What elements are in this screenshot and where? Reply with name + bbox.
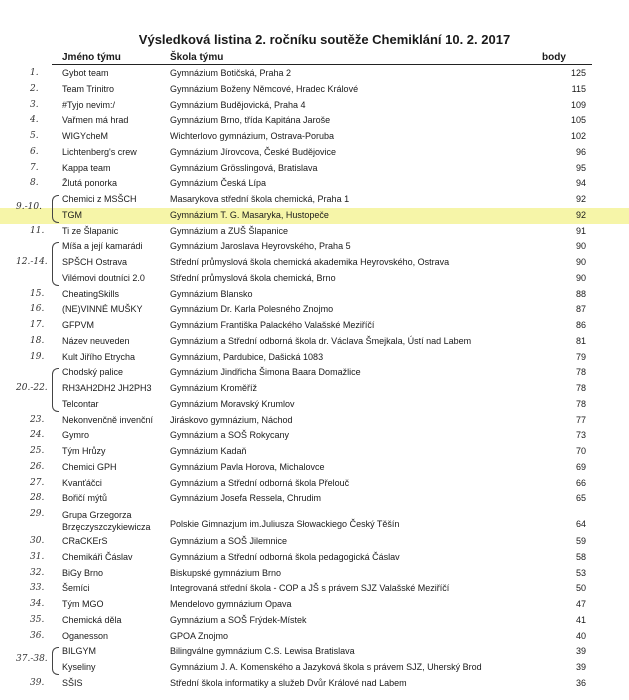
team-name: CheatingSkills	[62, 288, 120, 299]
rank-handwritten: 32.	[30, 567, 45, 578]
school-name: Gymnázium a Střední odborná škola Přelouč	[170, 477, 350, 488]
school-name: Gymnázium Františka Palackého Valašské Meziříčí	[170, 320, 375, 330]
points-value: 90	[575, 257, 586, 267]
team-name: Chodský palice	[62, 367, 124, 378]
header-school: Škola týmu	[170, 52, 224, 63]
school-name: Mendelovo gymnázium Opava	[170, 599, 292, 609]
table-row	[0, 334, 629, 350]
table-row	[0, 350, 629, 366]
team-name: Telcontar	[62, 398, 99, 409]
header-points: body	[542, 52, 566, 63]
team-name: Vařmen má hrad	[62, 115, 129, 126]
points-value: 105	[570, 115, 586, 126]
school-name: Jiráskovo gymnázium, Náchod	[170, 414, 293, 425]
rank-handwritten: 25.	[30, 446, 45, 456]
table-row	[0, 660, 629, 676]
school-name: Gymnázium T. G. Masaryka, Hustopeče	[170, 209, 329, 220]
points-value: 79	[575, 351, 586, 362]
team-name: TGM	[62, 209, 82, 220]
tie-bracket	[52, 195, 59, 223]
points-value: 90	[575, 272, 586, 283]
points-value: 90	[575, 241, 586, 252]
team-name: SPŠCH Ostrava	[62, 257, 128, 267]
table-row	[0, 161, 629, 177]
points-value: 92	[575, 209, 586, 220]
table-row	[0, 676, 629, 692]
team-name: Název neuveden	[62, 335, 130, 346]
tie-rank-label: 12.-14.	[16, 257, 48, 267]
school-name: Gymnázium Botičská, Praha 2	[170, 68, 292, 78]
points-value: 53	[575, 567, 586, 578]
rank-handwritten: 15.	[30, 288, 45, 299]
team-name: Tým Hrůzy	[62, 446, 106, 456]
rank-handwritten: 36.	[30, 630, 45, 641]
points-value: 39	[575, 646, 586, 657]
rank-handwritten: 30.	[30, 536, 45, 546]
team-name: Kyseliny	[62, 662, 96, 672]
rank-handwritten: 5.	[30, 131, 39, 141]
rank-handwritten: 24.	[30, 430, 45, 441]
school-name: Gymnázium Pavla Horova, Michalovce	[170, 461, 325, 472]
team-name: Ti ze Šlapanic	[62, 225, 119, 236]
rank-handwritten: 26.	[30, 461, 45, 472]
team-name: BILGYM	[62, 646, 97, 657]
team-name: #Tyjo nevim:/	[62, 99, 116, 110]
points-value: 94	[575, 178, 586, 189]
table-row	[0, 66, 629, 82]
table-row	[0, 491, 629, 507]
rank-handwritten: 28.	[30, 493, 45, 504]
team-name: Kappa team	[62, 162, 111, 173]
points-value: 81	[575, 335, 586, 346]
points-value: 73	[575, 430, 586, 441]
points-value: 50	[575, 583, 586, 594]
school-name: Gymnázium Dr. Karla Polesného Znojmo	[170, 304, 334, 315]
school-name: Gymnázium a SOŠ Jilemnice	[170, 536, 288, 546]
points-value: 40	[575, 630, 586, 641]
header-divider	[52, 64, 592, 65]
team-name: Šemíci	[62, 583, 90, 594]
school-name: Biskupské gymnázium Brno	[170, 567, 282, 578]
team-name: BiGy Brno	[62, 567, 104, 578]
table-row	[0, 129, 629, 145]
table-row	[0, 271, 629, 287]
points-value: 69	[575, 461, 586, 472]
rank-handwritten: 2.	[30, 83, 39, 94]
school-name: Střední průmyslová škola chemická, Brno	[170, 272, 336, 283]
team-name: RH3AH2DH2 JH2PH3	[62, 383, 152, 393]
points-value: 86	[575, 320, 586, 330]
table-row	[0, 287, 629, 303]
table-row	[0, 534, 629, 550]
table-row	[0, 113, 629, 129]
tie-rank-label: 20.-22.	[16, 383, 48, 393]
team-name: Žlutá ponorka	[62, 178, 118, 189]
table-row	[0, 224, 629, 240]
table-row	[0, 476, 629, 492]
points-value: 96	[575, 146, 586, 157]
team-name: CRaCKErS	[62, 536, 108, 546]
school-name: Gymnázium a SOŠ Rokycany	[170, 430, 290, 441]
school-name: Gymnázium J. A. Komenského a Jazyková škola s právem SJZ, Uherský Brod	[170, 662, 482, 672]
school-name: Integrovaná střední škola - COP a JŠ s právem SJZ Valašské Meziříčí	[170, 583, 450, 594]
team-name: Chemici z MSŠCH	[62, 194, 137, 204]
rank-handwritten: 27.	[30, 477, 45, 488]
page-title: Výsledková listina 2. ročníku soutěže Chemiklání 10. 2. 2017	[138, 32, 511, 47]
team-name: Gymro	[62, 430, 89, 441]
school-name: Gymnázium a SOŠ Frýdek-Místek	[170, 614, 307, 625]
school-name: Gymnázium Blansko	[170, 288, 253, 299]
school-name: Gymnázium Moravský Krumlov	[170, 398, 295, 409]
points-value: 78	[575, 383, 586, 393]
rank-handwritten: 31.	[30, 551, 45, 562]
points-value: 115	[571, 83, 586, 94]
table-row	[0, 98, 629, 114]
team-name: GFPVM	[62, 320, 95, 330]
points-value: 102	[570, 131, 586, 141]
rank-handwritten: 16.	[30, 304, 45, 315]
rank-handwritten: 35.	[30, 614, 45, 625]
team-name: SŠIS	[62, 677, 83, 688]
team-name: Nekonvenčně invenční	[62, 414, 154, 425]
points-value: 70	[575, 446, 586, 456]
results-table	[0, 66, 629, 692]
team-name: Míša a její kamarádi	[62, 241, 143, 252]
rank-handwritten: 8.	[30, 178, 39, 189]
points-value: 95	[575, 162, 586, 173]
table-row	[0, 629, 629, 645]
rank-handwritten: 23.	[30, 414, 45, 425]
team-name: Kvanťáčci	[62, 477, 102, 488]
points-value: 58	[575, 551, 586, 562]
table-row	[0, 428, 629, 444]
points-value: 59	[575, 536, 586, 546]
rank-handwritten: 33.	[30, 583, 45, 594]
table-row	[0, 381, 629, 397]
table-row	[0, 444, 629, 460]
school-name: Gymnázium a ZUŠ Šlapanice	[170, 225, 289, 236]
points-value: 41	[575, 614, 586, 625]
points-value: 78	[575, 367, 586, 378]
school-name: Gymnázium Jaroslava Heyrovského, Praha 5	[170, 241, 351, 252]
team-name: Chemici GPH	[62, 461, 117, 472]
table-row	[0, 397, 629, 413]
table-row	[0, 192, 629, 208]
table-row	[0, 255, 629, 271]
school-name: Gymnázium Jírovcova, České Budějovice	[170, 146, 337, 157]
team-name: Chemická děla	[62, 614, 122, 625]
table-row	[0, 613, 629, 629]
rank-handwritten: 34.	[30, 599, 45, 609]
tie-bracket	[52, 647, 59, 675]
table-row	[0, 566, 629, 582]
school-name: Gymnázium Boženy Němcové, Hradec Králové	[170, 83, 359, 94]
table-row	[0, 302, 629, 318]
points-value: 91	[575, 225, 586, 236]
team-name: Kult Jiřího Etrycha	[62, 351, 136, 362]
table-row	[0, 176, 629, 192]
rank-handwritten: 11.	[30, 225, 45, 236]
tie-rank-label: 37.-38.	[16, 654, 48, 664]
points-value: 39	[575, 662, 586, 672]
school-name: Gymnázium Josefa Ressela, Chrudim	[170, 493, 322, 504]
tie-rank-label: 9.-10.	[16, 202, 42, 212]
points-value: 65	[575, 493, 586, 504]
team-name: Grupa Grzegorza Brzęczyszczykiewicza	[62, 510, 151, 532]
points-value: 78	[575, 398, 586, 409]
table-row	[0, 365, 629, 381]
rank-handwritten: 19.	[30, 351, 45, 362]
school-name: Gymnázium, Pardubice, Dašická 1083	[170, 351, 324, 362]
points-value: 36	[575, 677, 586, 688]
table-row	[0, 597, 629, 613]
table-row	[0, 318, 629, 334]
school-name: GPOA Znojmo	[170, 630, 229, 641]
points-value: 92	[575, 194, 586, 204]
team-name: Gybot team	[62, 68, 109, 78]
school-name: Polskie Gimnazjum im.Juliusza Słowackiego Český Těšín	[170, 519, 400, 529]
rank-handwritten: 17.	[30, 320, 45, 330]
rank-handwritten: 39.	[30, 677, 45, 688]
table-row	[0, 644, 629, 660]
school-name: Gymnázium Jindřicha Šimona Baara Domažlice	[170, 367, 361, 378]
team-name: Lichtenberg's crew	[62, 146, 137, 157]
table-row	[0, 208, 629, 224]
school-name: Wichterlovo gymnázium, Ostrava-Poruba	[170, 131, 335, 141]
points-value: 125	[570, 68, 586, 78]
table-row	[0, 550, 629, 566]
school-name: Střední škola informatiky a služeb Dvůr Králové nad Labem	[170, 677, 407, 688]
table-row	[0, 460, 629, 476]
school-name: Střední průmyslová škola chemická akademika Heyrovského, Ostrava	[170, 257, 450, 267]
school-name: Masarykova střední škola chemická, Praha 1	[170, 194, 350, 204]
school-name: Gymnázium a Střední odborná škola dr. Václava Šmejkala, Ústí nad Labem	[170, 335, 472, 346]
team-name: (NE)VINNÉ MUŠKY	[62, 304, 143, 315]
points-value: 109	[570, 99, 586, 110]
team-name: Team Trinitro	[62, 83, 115, 94]
rank-handwritten: 29.	[30, 509, 45, 519]
points-value: 66	[575, 477, 586, 488]
school-name: Gymnázium a Střední odborná škola pedagogická Čáslav	[170, 551, 400, 562]
team-name: Bořičí mýtů	[62, 493, 108, 504]
team-name: Tým MGO	[62, 599, 104, 609]
points-value: 64	[575, 519, 586, 529]
team-name: Chemikáři Čáslav	[62, 551, 133, 562]
rank-handwritten: 6.	[30, 146, 39, 157]
table-row	[0, 82, 629, 98]
rank-handwritten: 3.	[30, 99, 39, 110]
tie-bracket	[52, 368, 59, 412]
table-row	[0, 239, 629, 255]
school-name: Gymnázium Kadaň	[170, 446, 247, 456]
points-value: 77	[575, 414, 586, 425]
team-name: Oganesson	[62, 630, 109, 641]
table-row	[0, 581, 629, 597]
school-name: Gymnázium Budějovická, Praha 4	[170, 99, 306, 110]
table-row	[0, 413, 629, 429]
table-row	[0, 507, 629, 534]
team-name: WIGYcheM	[62, 131, 109, 141]
school-name: Gymnázium Česká Lípa	[170, 178, 267, 189]
rank-handwritten: 4.	[30, 115, 39, 126]
school-name: Gymnázium Brno, třída Kapitána Jaroše	[170, 115, 331, 126]
team-name: Vilémovi doutníci 2.0	[62, 272, 145, 283]
header-team: Jméno týmu	[62, 52, 121, 63]
rank-handwritten: 7.	[30, 162, 39, 173]
rank-handwritten: 18.	[30, 335, 45, 346]
points-value: 88	[575, 288, 586, 299]
school-name: Bilingválne gymnázium C.S. Lewisa Bratislava	[170, 646, 355, 657]
points-value: 47	[575, 599, 586, 609]
points-value: 87	[575, 304, 586, 315]
table-row	[0, 145, 629, 161]
tie-bracket	[52, 242, 59, 286]
rank-handwritten: 1.	[30, 68, 39, 78]
school-name: Gymnázium Grösslingová, Bratislava	[170, 162, 318, 173]
school-name: Gymnázium Kroměříž	[170, 383, 258, 393]
